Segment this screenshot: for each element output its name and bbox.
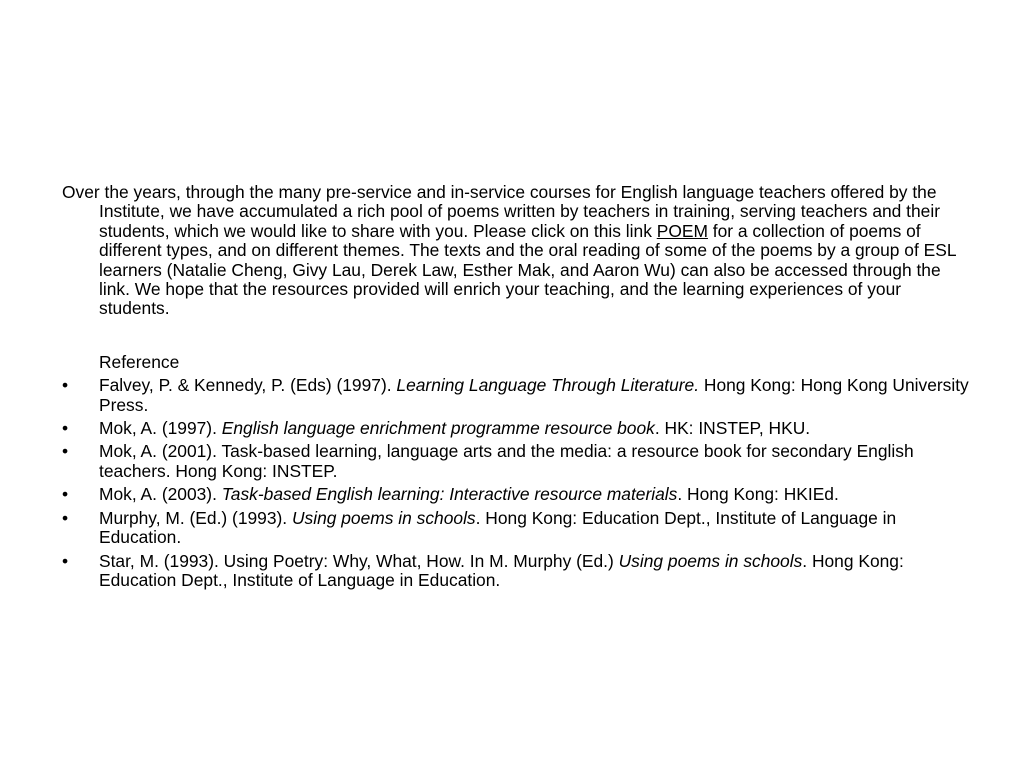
reference-item bbox=[62, 485, 972, 504]
reference-title: Learning Language Through Literature. bbox=[396, 375, 700, 396]
reference-publisher: Hong Kong: Hong Kong University Press. bbox=[99, 375, 969, 415]
reference-publisher: . Hong Kong: Education Dept., Institute of Language in Education. bbox=[99, 507, 897, 548]
reference-text: Murphy, M. (Ed.) (1993). bbox=[99, 507, 292, 528]
bullet-icon: • bbox=[62, 507, 69, 528]
slide-content bbox=[62, 183, 972, 594]
reference-text: Mok, A. (2003). bbox=[99, 484, 222, 505]
reference-publisher: . HK: INSTEP, HKU. bbox=[654, 418, 811, 439]
bullet-icon: • bbox=[62, 418, 69, 439]
reference-title: Using poems in schools bbox=[291, 507, 476, 528]
reference-text: Mok, A. (1997). bbox=[99, 418, 222, 439]
reference-title: Using poems in schools bbox=[618, 550, 803, 571]
reference-item bbox=[62, 419, 972, 438]
bullet-icon: • bbox=[62, 375, 69, 396]
reference-item bbox=[62, 509, 972, 548]
intro-paragraph bbox=[62, 183, 972, 319]
reference-list bbox=[62, 376, 972, 590]
reference-item bbox=[62, 442, 972, 481]
poem-link[interactable]: POEM bbox=[656, 220, 708, 241]
reference-title: Task-based English learning: Interactive resource materials bbox=[221, 484, 678, 505]
reference-publisher: . Hong Kong: HKIEd. bbox=[677, 484, 839, 505]
reference-publisher: . Hong Kong: Education Dept., Institute of Language in Education. bbox=[99, 550, 904, 590]
reference-text: Star, M. (1993). Using Poetry: Why, What, How. In M. Murphy (Ed.) bbox=[99, 550, 619, 571]
bullet-icon: • bbox=[62, 550, 69, 571]
reference-heading: Reference bbox=[99, 351, 180, 372]
intro-text-part1: Over the years, through the many pre-service and in-service courses for English language teachers offered by the Institute, we have accumulated a rich pool of poems written by teachers in training, serving teachers and their students, which we would like to share with you. Please click on this link bbox=[62, 182, 940, 241]
intro-text-part2: for a collection of poems of different types, and on different themes. The texts and the oral reading of some of the poems by a group of ESL learners (Natalie Cheng, Givy Lau, Derek Law, Esther Mak, and Aaron Wu) can also be accessed through the link. We hope that the resources provided will enrich your teaching, and the learning experiences of your students. bbox=[99, 220, 956, 319]
reference-title: English language enrichment programme resource book bbox=[221, 418, 655, 439]
bullet-icon: • bbox=[62, 441, 69, 462]
reference-item bbox=[62, 552, 972, 591]
reference-item bbox=[62, 376, 972, 415]
reference-text: Mok, A. (2001). Task-based learning, language arts and the media: a resource book for secondary English teachers. Hong Kong: INSTEP. bbox=[99, 441, 914, 481]
bullet-icon: • bbox=[62, 484, 69, 505]
reference-text: Falvey, P. & Kennedy, P. (Eds) (1997). bbox=[99, 375, 397, 396]
